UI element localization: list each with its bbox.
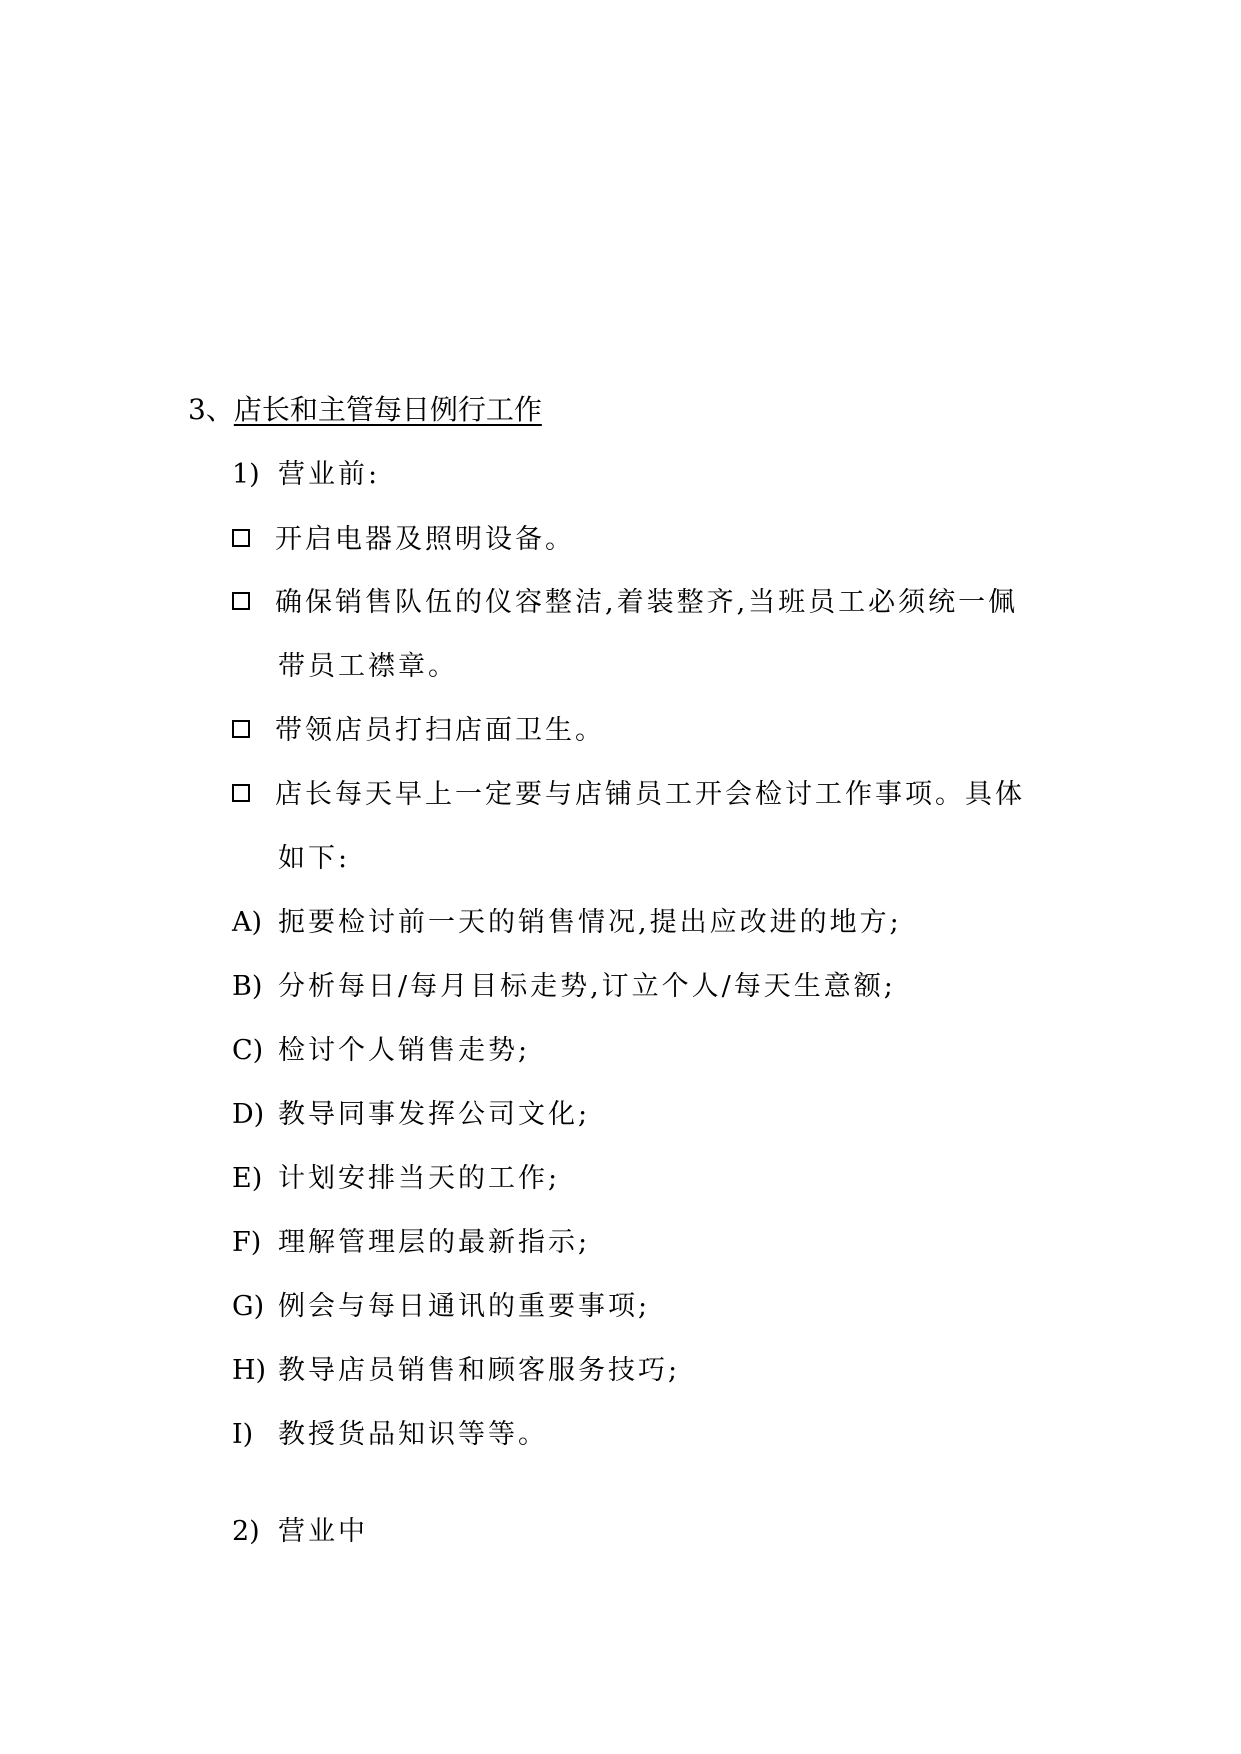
checklist-item	[232, 775, 1025, 815]
list-item-marker: E)	[232, 1163, 263, 1194]
checkbox-icon	[232, 784, 250, 802]
section-number: 3、	[188, 393, 234, 426]
checklist-item-text: 开启电器及照明设备。	[275, 524, 575, 555]
checklist-item-text: 店长每天早上一定要与店铺员工开会检讨工作事项。具体	[275, 779, 1025, 810]
list-item-text: 计划安排当天的工作;	[278, 1163, 561, 1194]
list-item-text: 教导同事发挥公司文化;	[278, 1099, 591, 1130]
list-item-text: 教导店员销售和顾客服务技巧;	[278, 1355, 681, 1386]
list-item-text: 例会与每日通讯的重要事项;	[278, 1291, 651, 1322]
list-item	[232, 1415, 548, 1455]
list-item	[232, 1031, 530, 1071]
list-item	[232, 1351, 680, 1391]
list-item-marker: A)	[232, 907, 263, 938]
list-item	[232, 1223, 590, 1263]
list-item-marker: B)	[232, 971, 263, 1002]
part-1-label: 营业前:	[278, 459, 381, 490]
checklist-item	[232, 583, 1018, 623]
list-item-marker: G)	[232, 1291, 265, 1322]
checklist-item	[232, 711, 605, 751]
list-item-text: 理解管理层的最新指示;	[278, 1227, 591, 1258]
list-item	[232, 903, 902, 943]
list-item	[232, 967, 896, 1007]
part-1-marker: 1)	[232, 459, 260, 490]
list-item	[232, 1287, 650, 1327]
list-item-marker: I)	[232, 1419, 254, 1450]
list-item-text: 教授货品知识等等。	[278, 1419, 548, 1450]
list-item-text: 扼要检讨前一天的销售情况,提出应改进的地方;	[278, 907, 902, 938]
list-item	[232, 1095, 590, 1135]
section-title: 店长和主管每日例行工作	[233, 393, 542, 426]
list-item-marker: D)	[232, 1099, 265, 1130]
checklist-item-text: 确保销售队伍的仪容整洁,着装整齐,当班员工必须统一佩	[275, 587, 1019, 618]
list-item-marker: C)	[232, 1035, 264, 1066]
checkbox-icon	[232, 529, 250, 547]
checklist-item-continuation: 带员工襟章。	[278, 651, 458, 682]
checklist-item	[232, 520, 575, 560]
section-heading	[188, 390, 542, 430]
part-2-marker: 2)	[232, 1516, 260, 1547]
list-item-text: 分析每日/每月目标走势,订立个人/每天生意额;	[278, 971, 896, 1002]
list-item-text: 检讨个人销售走势;	[278, 1035, 531, 1066]
list-item-marker: F)	[232, 1227, 262, 1258]
checklist-item-text: 带领店员打扫店面卫生。	[275, 715, 605, 746]
part-1-heading	[232, 455, 380, 495]
list-item-marker: H)	[232, 1355, 267, 1386]
part-2-heading	[232, 1512, 368, 1552]
checkbox-icon	[232, 592, 250, 610]
part-2-label: 营业中	[278, 1516, 368, 1547]
list-item	[232, 1159, 560, 1199]
checklist-item-continuation: 如下:	[278, 843, 351, 874]
checkbox-icon	[232, 720, 250, 738]
